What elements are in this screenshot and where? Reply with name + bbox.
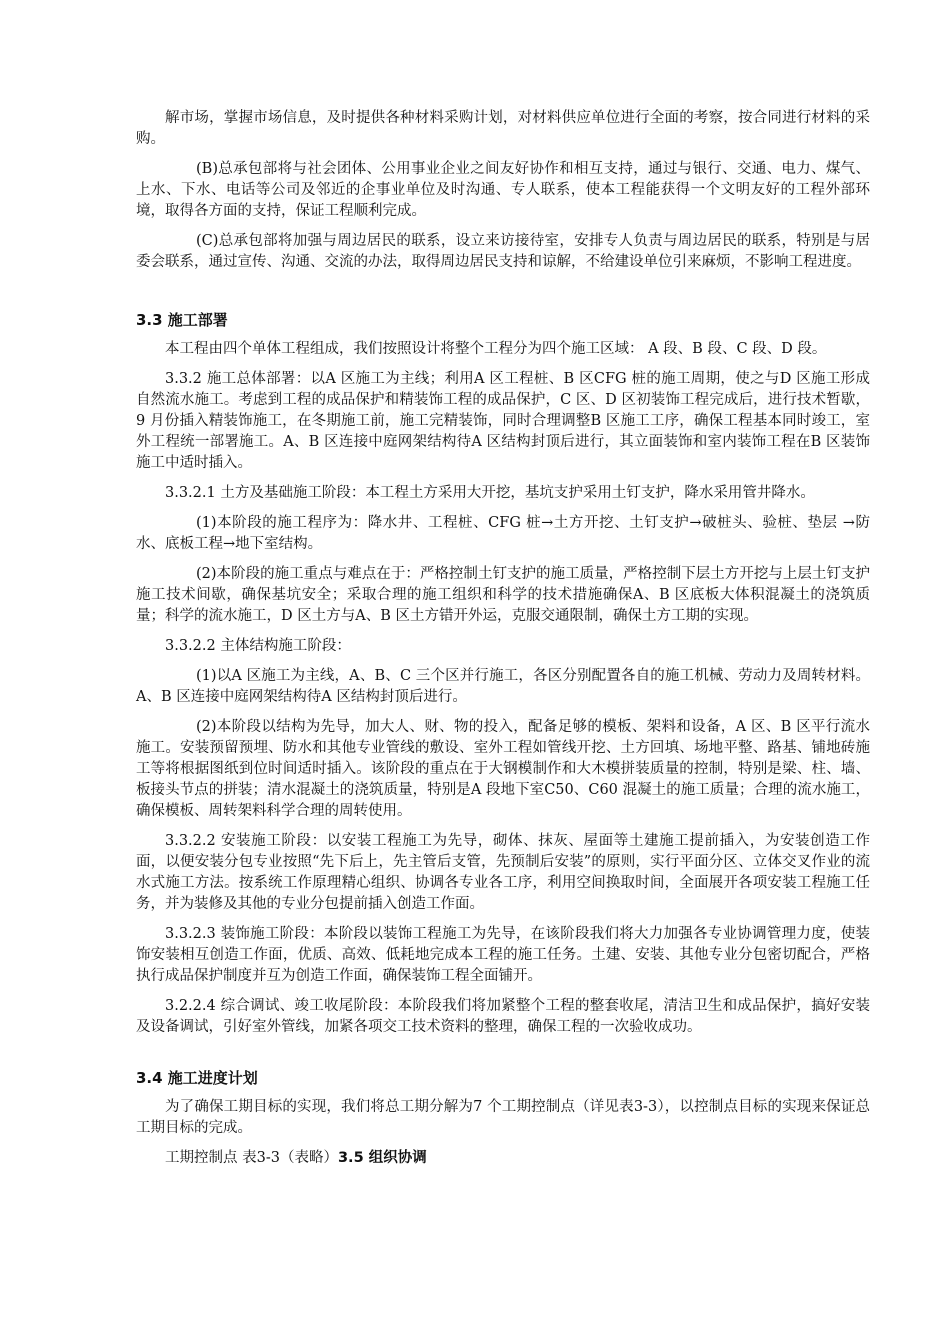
paragraph-table-note xyxy=(136,1148,870,1169)
paragraph-3-3-2-1-item-2: (2)本阶段的施工重点与难点在于：严格控制土钉支护的施工质量，严格控制下层土方开挖与上层土钉支护施工技术间歇，确保基坑安全；采取合理的施工组织和科学的技术措施确保A、B 区底板大体积混凝土的浇筑质量；科学的流水施工，D 区土方与A、B 区土方错开外运，克服交通限制，确保土方工期的实现。 xyxy=(136,566,870,624)
paragraph-3-3-2-1: 3.3.2.1 土方及基础施工阶段：本工程土方采用大开挖，基坑支护采用土钉支护，降水采用管井降水。 xyxy=(165,485,815,501)
paragraph-material-procurement: 解市场，掌握市场信息，及时提供各种材料采购计划，对材料供应单位进行全面的考察，按合同进行材料的采购。 xyxy=(136,110,870,147)
paragraph-3-3-2-2-item-1: (1)以A 区施工为主线，A、B、C 三个区并行施工，各区分别配置各自的施工机械、劳动力及周转材料。A、B 区连接中庭网架结构待A 区结构封顶后进行。 xyxy=(136,668,870,705)
paragraph-c-resident-relations: (C)总承包部将加强与周边居民的联系，设立来访接待室，安排专人负责与周边居民的联系，特别是与居委会联系，通过宣传、沟通、交流的办法，取得周边居民支持和谅解，不给建设单位引来麻烦，不影响工程进度。 xyxy=(136,233,870,270)
paragraph-3-3-2: 3.3.2 施工总体部署：以A 区施工为主线；利用A 区工程桩、B 区CFG 桩的施工周期，使之与D 区施工形成自然流水施工。考虑到工程的成品保护和精装饰工程的成品保护，C 区、D 区初装饰工程完成后，进行技术暂歇，9 月份插入精装饰施工，在冬期施工前，施工完精装饰，同时合理调整B 区施工工序，确保工程基本同时竣工，室外工程统一部署施工。A、B 区连接中庭网架结构待A 区结构封顶后进行，其立面装饰和室内装饰工程在B 区装饰施工中适时插入。 xyxy=(136,371,870,471)
paragraph-3-3-2-3-decoration: 3.3.2.3 装饰施工阶段：本阶段以装饰工程施工为先导，在该阶段我们将大力加强各专业协调管理力度，使装饰安装相互创造工作面，优质、高效、低耗地完成本工程的施工任务。土建、安装、其他专业分包密切配合，严格执行成品保护制度并互为创造工作面，确保装饰工程全面铺开。 xyxy=(136,926,870,984)
paragraph-3-3-2-1-item-1: (1)本阶段的施工程序为：降水井、工程桩、CFG 桩→土方开挖、土钉支护→破桩头、验桩、垫层 →防水、底板工程→地下室结构。 xyxy=(136,515,870,552)
document-page xyxy=(136,108,870,1169)
paragraph-b-external-relations: (B)总承包部将与社会团体、公用事业企业之间友好协作和相互支持，通过与银行、交通、电力、煤气、上水、下水、电话等公司及邻近的企事业单位及时沟通、专人联系，使本工程能获得一个文明友好的工程外部环境，取得各方面的支持，保证工程顺利完成。 xyxy=(136,161,870,219)
paragraph-3-3-2-2-installation: 3.3.2.2 安装施工阶段：以安装工程施工为先导，砌体、抹灰、屋面等土建施工提前插入，为安装创造工作面，以便安装分包专业按照“先下后上，先主管后支管，先预制后安装”的原则，实行平面分区、立体交叉作业的流水式施工方法。按系统工作原理精心组织、协调各专业各工序，利用空间换取时间，全面展开各项安装工程施工任务，并为装修及其他的专业分包提前插入创造工作面。 xyxy=(136,833,870,912)
paragraph-3-2-2-4-commissioning: 3.2.2.4 综合调试、竣工收尾阶段：本阶段我们将加紧整个工程的整套收尾，清洁卫生和成品保护，搞好安装及设备调试，引好室外管线，加紧各项交工技术资料的整理，确保工程的一次验收成功。 xyxy=(136,998,870,1035)
paragraph-3-3-2-2-structure: 3.3.2.2 主体结构施工阶段： xyxy=(165,638,351,654)
section-heading-3-3: 3.3 施工部署 xyxy=(136,311,228,329)
section-heading-3-4: 3.4 施工进度计划 xyxy=(136,1069,258,1087)
table-note-text: 工期控制点 表3-3（表略） xyxy=(165,1150,338,1166)
paragraph-3-3-2-2-item-2: (2)本阶段以结构为先导，加大人、财、物的投入，配备足够的模板、架料和设备，A 区、B 区平行流水施工。安装预留预埋、防水和其他专业管线的敷设、室外工程如管线开挖、土方回填、场地平整、路基、铺地砖施工等将根据图纸到位时间适时插入。该阶段的重点在于大钢模制作和大木模拼装质量的控制，特别是梁、柱、墙、板接头节点的拼装；清水混凝土的浇筑质量，特别是A 段地下室C50、C60 混凝土的施工质量；合理的流水施工，确保模板、周转架料科学合理的周转使用。 xyxy=(136,719,870,819)
paragraph-3-3-intro: 本工程由四个单体工程组成，我们按照设计将整个工程分为四个施工区域： A 段、B 段、C 段、D 段。 xyxy=(165,341,827,357)
paragraph-3-4-intro: 为了确保工期目标的实现，我们将总工期分解为7 个工期控制点（详见表3-3），以控制点目标的实现来保证总工期目标的完成。 xyxy=(136,1099,870,1136)
section-heading-3-5: 3.5 组织协调 xyxy=(337,1150,427,1166)
